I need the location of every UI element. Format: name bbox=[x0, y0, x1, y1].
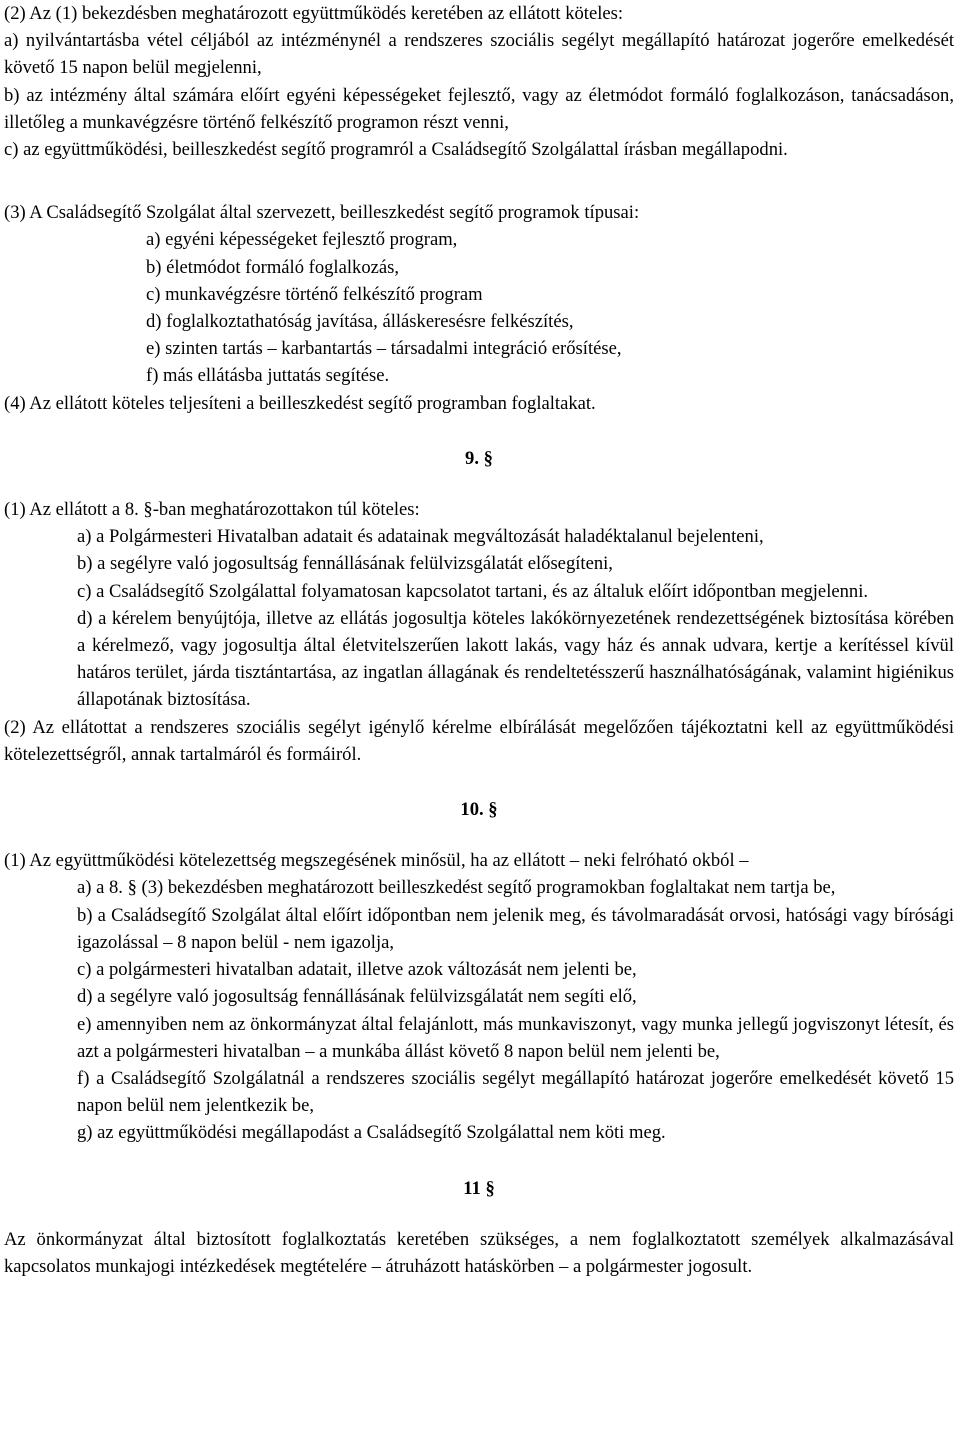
list-item: b) életmódot formáló foglalkozás, bbox=[146, 256, 400, 278]
list-item: d) a segélyre való jogosultság fennállásának felülvizsgálatát nem segíti elő, bbox=[77, 986, 637, 1008]
list-item: a) a 8. § (3) bekezdésben meghatározott beilleszkedést segítő programokban foglaltakat nem tartja be, bbox=[77, 877, 836, 899]
list-item: a) egyéni képességeket fejlesztő program, bbox=[146, 229, 458, 251]
list-item: g) az együttműködési megállapodást a Családsegítő Szolgálattal nem köti meg. bbox=[77, 1122, 666, 1144]
list-item: e) amennyiben nem az önkormányzat által felajánlott, más munkaviszonyt, vagy munka jellegű jogviszonyt létesít, és azt a polgármesteri hivatalban – a munkába állást követő 8 napon belül nem jelenti be, bbox=[77, 1013, 954, 1062]
paragraph-9-2: (2) Az ellátottat a rendszeres szociális segélyt igénylő kérelme elbírálását megelőzően tájékoztatni kell az együttműködési kötelezettségről, annak tartalmáról és formáiról. bbox=[4, 716, 954, 765]
list-item: a) a Polgármesteri Hivatalban adatait és adatainak megváltozását haladéktalanul bejelenteni, bbox=[77, 526, 764, 548]
spacer bbox=[4, 417, 954, 445]
spacer bbox=[4, 163, 954, 199]
list-item: c) a Családsegítő Szolgálattal folyamatosan kapcsolatot tartani, és az általuk előírt időpontban megjelenni. bbox=[77, 580, 869, 602]
paragraph-8-2-a: a) nyilvántartásba vétel céljából az intézménynél a rendszeres szociális segélyt megállapító határozat jogerőre emelkedését követő 15 napon belül megjelenni, bbox=[4, 30, 954, 79]
paragraph-11: Az önkormányzat által biztosított foglalkoztatás keretében szükséges, a nem foglalkoztatott személyek alkalmazásával kapcsolatos munkajogi intézkedések megtételére – átruházott hatáskörben – a polgármester jogosult. bbox=[4, 1228, 954, 1277]
list-item: c) a polgármesteri hivatalban adatait, illetve azok változását nem jelenti be, bbox=[77, 959, 637, 981]
list-item: b) a Családsegítő Szolgálat által előírt időpontban nem jelenik meg, és távolmaradását orvosi, hatósági vagy bírósági igazolással – 8 napon belül - nem igazolja, bbox=[77, 904, 954, 953]
spacer bbox=[4, 1147, 954, 1175]
section-heading-10: 10. § bbox=[460, 799, 498, 821]
list-item: f) más ellátásba juttatás segítése. bbox=[146, 365, 390, 387]
paragraph-8-2-b: b) az intézmény által számára előírt egyéni képességeket fejlesztő, vagy az életmódot formáló foglalkozáson, tanácsadáson, illetőleg a munkavégzésre történő felkészítő programon részt venni, bbox=[4, 84, 954, 133]
list-item: d) foglalkoztathatóság javítása, álláskeresésre felkészítés, bbox=[146, 311, 574, 333]
list-item: e) szinten tartás – karbantartás – társadalmi integráció erősítése, bbox=[146, 338, 622, 360]
section-heading-9: 9. § bbox=[465, 447, 493, 469]
paragraph-8-4: (4) Az ellátott köteles teljesíteni a beilleszkedést segítő programban foglaltakat. bbox=[4, 392, 596, 414]
section-heading-11: 11 § bbox=[463, 1177, 495, 1199]
spacer bbox=[4, 823, 954, 847]
paragraph-10-1: (1) Az együttműködési kötelezettség megszegésének minősül, ha az ellátott – neki felróható okból – bbox=[4, 850, 749, 872]
spacer bbox=[4, 472, 954, 496]
paragraph-8-2: (2) Az (1) bekezdésben meghatározott együttműködés keretében az ellátott köteles: bbox=[4, 3, 624, 24]
spacer bbox=[4, 768, 954, 796]
list-item: d) a kérelem benyújtója, illetve az ellátás jogosultja köteles lakókörnyezetének rendezettségének biztosítása körében a kérelmező, vagy jogosultja által életvitelszerűen lakott lakás, vagy ház és annak udvara, kertje a kerítéssel kívül határos terület, járda tisztántartása, az ingatlan állagának és rendeltetésszerű használhatóságának, valamint higiénikus állapotának biztosítása. bbox=[77, 607, 954, 711]
paragraph-9-1: (1) Az ellátott a 8. §-ban meghatározottakon túl köteles: bbox=[4, 499, 420, 521]
list-item: b) a segélyre való jogosultság fennállásának felülvizsgálatát elősegíteni, bbox=[77, 553, 613, 575]
list-item: f) a Családsegítő Szolgálatnál a rendszeres szociális segélyt megállapító határozat jogerőre emelkedését követő 15 napon belül nem jelentkezik be, bbox=[77, 1067, 954, 1117]
list-item: c) munkavégzésre történő felkészítő program bbox=[146, 283, 483, 305]
document-page bbox=[4, 0, 954, 1280]
paragraph-8-2-c: c) az együttműködési, beilleszkedést segítő programról a Családsegítő Szolgálattal írásban megállapodni. bbox=[4, 139, 788, 161]
spacer bbox=[4, 1202, 954, 1226]
paragraph-8-3: (3) A Családsegítő Szolgálat által szervezett, beilleszkedést segítő programok típusai: bbox=[4, 202, 640, 224]
